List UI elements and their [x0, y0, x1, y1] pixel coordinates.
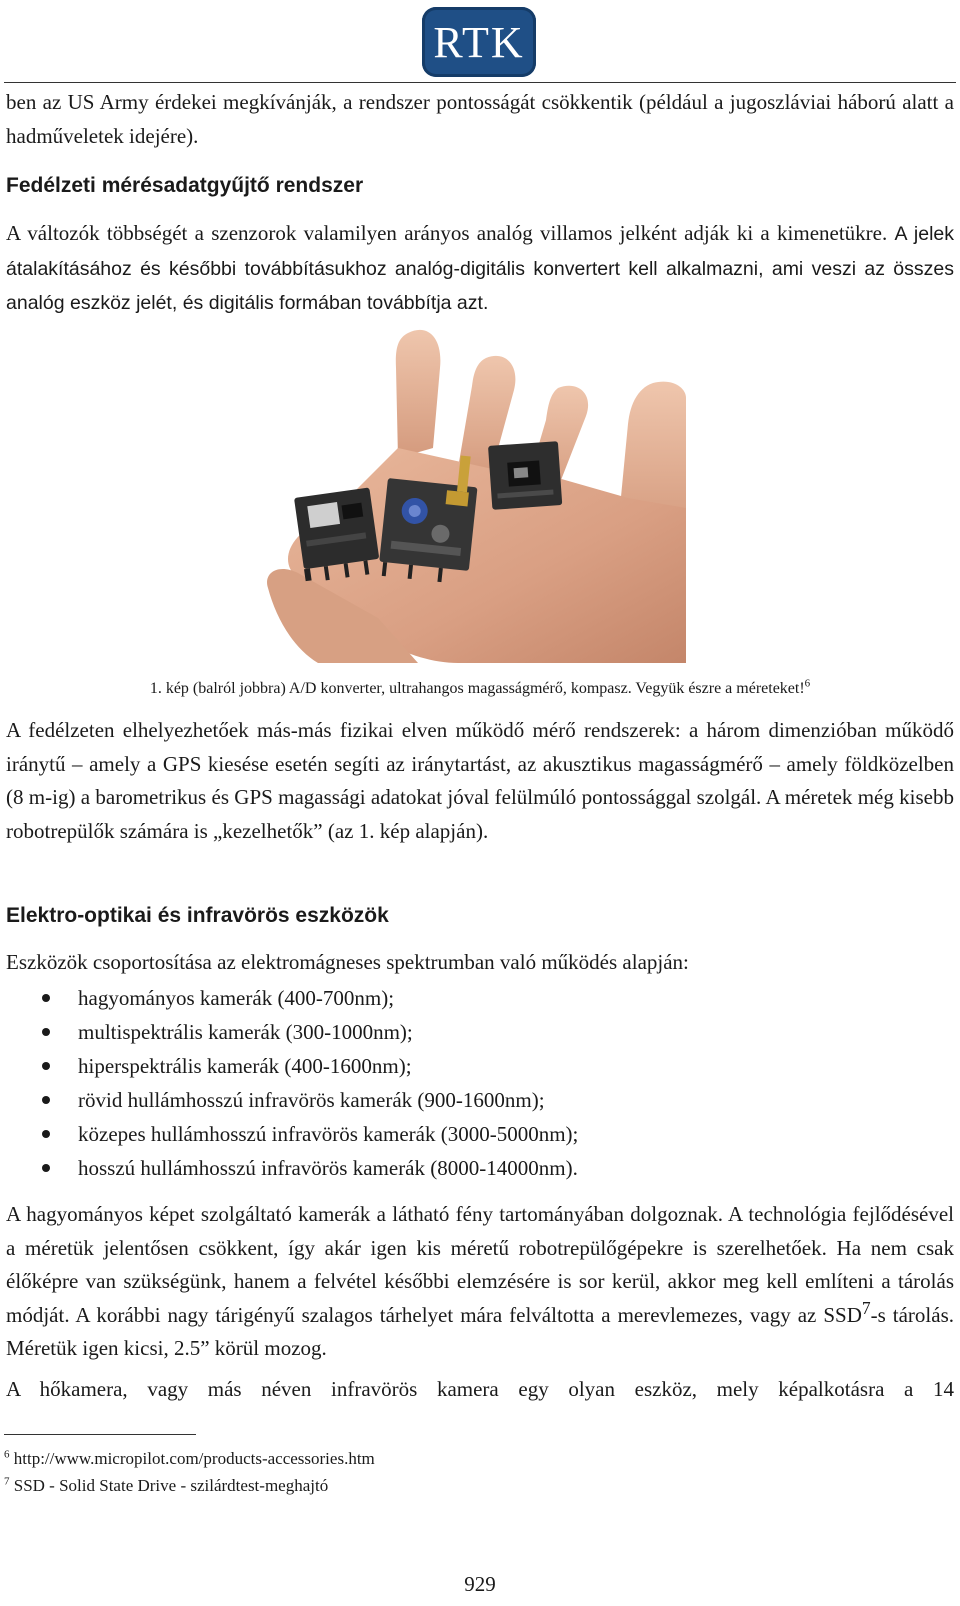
- footnote-number: 7: [4, 1475, 10, 1488]
- paragraph-continuation: [6, 86, 954, 153]
- bullet-icon: [42, 1164, 50, 1172]
- page-number: 929: [464, 1572, 496, 1596]
- paragraph-text-sans: A jelek átalakításához és későbbi továbbításukhoz analóg-digitális konvertert kell alkalmazni, ami veszi az összes analóg eszköz jelét, és digitális formában továbbítja azt.: [6, 223, 955, 314]
- paragraph-text-cont: -s tárolás. Méretük igen kicsi, 2.5” körül mozog.: [6, 1302, 954, 1360]
- paragraph-grouping: [6, 946, 954, 980]
- footnote-number: 6: [4, 1448, 10, 1461]
- bullet-icon: [42, 1028, 50, 1036]
- paragraph-onboard-systems: [6, 714, 954, 848]
- paragraph-text: Eszközök csoportosítása az elektromágneses spektrumban való működés alapján:: [6, 950, 689, 974]
- footnote-link-text: http://www.micropilot.com/products-accessories.htm: [13, 1449, 375, 1468]
- bullet-icon: [42, 1130, 50, 1138]
- paragraph-text: A fedélzeten elhelyezhetőek más-más fizikai elven működő mérő rendszerek: a három dimenzióban működő iránytű – amely a GPS kiesése esetén segíti az iránytartást, az akusztikus magasságmérő – amely földközelben (8 m-ig) a barometrikus és GPS magassági adatokat jóval felülmúló pontossággal szolgál. A méretek még kisebb robotrepülők számára is „kezelhetők” (az 1. kép alapján).: [6, 718, 954, 843]
- paragraph-cameras: [6, 1198, 954, 1366]
- figure-caption: [0, 677, 960, 698]
- camera-list: [6, 981, 954, 1185]
- header-rule: [4, 82, 956, 83]
- rtk-logo: [422, 7, 536, 77]
- list-item: multispektrális kamerák (300-1000nm);: [6, 1015, 954, 1049]
- paragraph-sensors: [6, 217, 954, 321]
- footnote-rule: [4, 1434, 196, 1435]
- footnote-7: [4, 1476, 328, 1496]
- bullet-icon: [42, 1096, 50, 1104]
- caption-text: 1. kép (balról jobbra) A/D konverter, ultrahangos magasságmérő, kompasz. Vegyük észre a méreteket!: [149, 680, 805, 697]
- list-item: hiperspektrális kamerák (400-1600nm);: [6, 1049, 954, 1083]
- hand-with-modules-photo: [258, 328, 686, 663]
- paragraph-thermal: [6, 1373, 954, 1407]
- footnote-ref: 7: [861, 1297, 871, 1318]
- footnote-6: [4, 1449, 375, 1469]
- list-item: hagyományos kamerák (400-700nm);: [6, 981, 954, 1015]
- paragraph-text: A hőkamera, vagy más néven infravörös kamera egy olyan eszköz, mely képalkotásra a 14: [6, 1377, 954, 1401]
- list-item: hosszú hullámhosszú infravörös kamerák (8000-14000nm).: [6, 1151, 954, 1185]
- list-item: közepes hullámhosszú infravörös kamerák (3000-5000nm);: [6, 1117, 954, 1151]
- paragraph-text: ben az US Army érdekei megkívánják, a rendszer pontosságát csökkentik (például a jugoszláviai háború alatt a hadműveletek idejére).: [6, 90, 954, 148]
- section-heading: [6, 174, 954, 198]
- caption-footnote-ref: 6: [804, 677, 811, 690]
- paragraph-text-serif: A változók többségét a szenzorok valamilyen arányos analóg villamos jelként adják ki a kimenetükre.: [6, 221, 888, 245]
- heading-elektro-optikai: Elektro-optikai és infravörös eszközök: [6, 904, 389, 927]
- heading-fedelzeti: Fedélzeti mérésadatgyűjtő rendszer: [6, 174, 364, 197]
- list-item: rövid hullámhosszú infravörös kamerák (900-1600nm);: [6, 1083, 954, 1117]
- bullet-icon: [42, 1062, 50, 1070]
- bullet-icon: [42, 994, 50, 1002]
- paragraph-text: A hagyományos képet szolgáltató kamerák a látható fény tartományában dolgoznak. A technológia fejlődésével a méretük jelentősen csökkent, így akár igen kis méretű robotrepülőgépekre is szerelhetőek. Ha nem csak élőképre van szükségünk, hanem a felvétel későbbi elemzésére is sor kerül, akkor meg kell említeni a tárolás módját. A korábbi nagy tárigényű szalagos tárhelyet mára felváltotta a merevlemezes, vagy az SSD: [6, 1202, 954, 1327]
- footnote-text: SSD - Solid State Drive - szilárdtest-meghajtó: [13, 1476, 329, 1495]
- logo-text: RTK: [433, 18, 525, 67]
- section-heading: [6, 904, 954, 928]
